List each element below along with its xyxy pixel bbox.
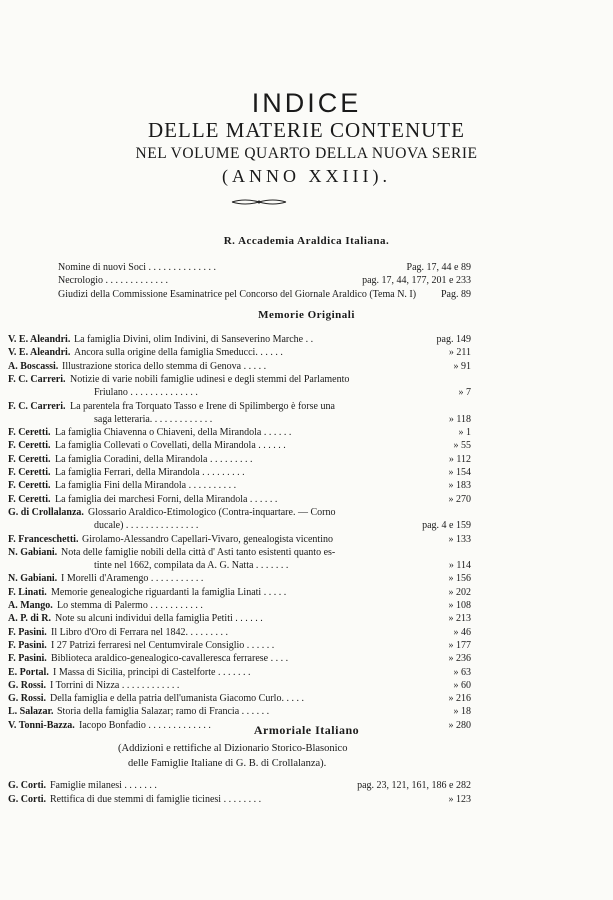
- section-memorie-heading: Memorie Originali: [258, 309, 355, 321]
- ornament-divider-icon: [230, 198, 288, 206]
- toc-title: La famiglia dei marchesi Forni, della Mirandola . . . . . .: [55, 493, 278, 505]
- toc-page: » 156: [448, 573, 471, 585]
- toc-title: I Torrini di Nizza . . . . . . . . . . . .: [50, 679, 180, 691]
- toc-title: Nota delle famiglie nobili della città d' Asti tanto esistenti quanto es-: [61, 546, 336, 558]
- toc-page: » 60: [453, 679, 471, 691]
- toc-page: » 183: [448, 480, 471, 492]
- toc-author: L. Salazar.: [8, 706, 54, 718]
- toc-title: Glossario Araldico-Etimologico (Contra-inquartare. — Corno: [88, 506, 336, 518]
- toc-title-continued: tinte nel 1662, compilata da A. G. Natta . . . . . . .: [94, 560, 289, 572]
- toc-author: E. Portal.: [8, 666, 49, 678]
- toc-title: Rettifica di due stemmi di famiglie ticinesi . . . . . . . .: [50, 794, 262, 805]
- toc-author: A. P. di R.: [8, 613, 51, 625]
- toc-page: » 91: [453, 360, 471, 372]
- toc-page: » 211: [448, 347, 471, 359]
- toc-page: » 236: [448, 653, 471, 665]
- toc-author: G. Rossi.: [8, 679, 47, 691]
- toc-page: » 270: [448, 493, 471, 505]
- toc-page: Pag. 17, 44 e 89: [406, 262, 471, 273]
- toc-title: La parentela fra Torquato Tasso e Irene di Spilimbergo è forse una: [70, 400, 335, 412]
- toc-page: » 154: [448, 467, 471, 478]
- toc-page: pag. 4 e 159: [422, 520, 471, 532]
- toc-title: Girolamo-Alessandro Capellari-Vivaro, genealogista vicentino: [82, 533, 333, 545]
- toc-author: G. Corti.: [8, 780, 47, 791]
- toc-title: I Morelli d'Aramengo . . . . . . . . . . .: [61, 573, 204, 585]
- volume-line: NEL VOLUME QUARTO DELLA NUOVA SERIE: [135, 145, 478, 162]
- toc-page: » 202: [448, 586, 471, 598]
- toc-title: La famiglia Chiavenna o Chiaveni, della Mirandola . . . . . .: [55, 427, 292, 439]
- toc-page: Pag. 89: [441, 289, 471, 300]
- toc-title-continued: saga letteraria. . . . . . . . . . . . .: [94, 413, 213, 425]
- toc-author: G. Rossi.: [8, 693, 47, 705]
- toc-title: Iacopo Bonfadio . . . . . . . . . . . . .: [79, 719, 211, 731]
- toc-author: F. Linati.: [8, 586, 47, 598]
- toc-author: V. E. Aleandri.: [8, 347, 71, 359]
- toc-title-continued: Friulano . . . . . . . . . . . . . .: [94, 387, 198, 399]
- toc-author: F. C. Carreri.: [8, 400, 66, 412]
- toc-author: F. Pasini.: [8, 653, 47, 665]
- toc-page: » 123: [448, 794, 471, 805]
- toc-author: F. Franceschetti.: [8, 533, 79, 545]
- toc-title: I 27 Patrizi ferraresi nel Centumvirale Consiglio . . . . . .: [51, 639, 275, 651]
- toc-page: » 108: [448, 600, 471, 611]
- toc-author: N. Gabiani.: [8, 573, 58, 585]
- toc-page: » 213: [448, 613, 471, 625]
- toc-page: » 280: [448, 719, 471, 731]
- toc-title: La famiglia Divini, olim Indivini, di Sanseverino Marche . .: [74, 334, 314, 345]
- toc-title: La famiglia Collevati o Covellati, della Mirandola . . . . . .: [55, 440, 286, 452]
- toc-author: A. Mango.: [8, 600, 53, 611]
- toc-author: F. Ceretti.: [8, 427, 51, 439]
- toc-author: F. Ceretti.: [8, 493, 51, 505]
- toc-author: V. Tonni-Bazza.: [8, 719, 75, 731]
- toc-author: A. Boscassi.: [8, 360, 59, 372]
- toc-title: Necrologio . . . . . . . . . . . . .: [58, 275, 168, 286]
- toc-author: F. Ceretti.: [8, 440, 51, 452]
- toc-author: F. Pasini.: [8, 626, 47, 638]
- toc-page: » 216: [448, 693, 471, 705]
- toc-title: Note su alcuni individui della famiglia Petiti . . . . . .: [55, 613, 263, 625]
- toc-author: G. di Crollalanza.: [8, 506, 84, 518]
- toc-title: Memorie genealogiche riguardanti la famiglia Linati . . . . .: [51, 586, 287, 598]
- toc-page: pag. 17, 44, 177, 201 e 233: [362, 275, 471, 286]
- toc-author: V. E. Aleandri.: [8, 334, 71, 345]
- toc-author: F. C. Carreri.: [8, 373, 66, 385]
- toc-title: Lo stemma di Palermo . . . . . . . . . . .: [57, 600, 203, 611]
- section-accademia-heading: R. Accademia Araldica Italiana.: [223, 235, 390, 247]
- toc-title: I Massa di Sicilia, principi di Castelforte . . . . . . .: [53, 666, 251, 678]
- toc-title: La famiglia Fini della Mirandola . . . . . . . . . .: [55, 480, 237, 492]
- toc-page: » 63: [453, 666, 471, 678]
- toc-author: G. Corti.: [8, 794, 47, 805]
- toc-author: F. Pasini.: [8, 639, 47, 651]
- toc-title: Ancora sulla origine della famiglia Smeducci. . . . . .: [74, 347, 283, 359]
- toc-title: Storia della famiglia Salazar; ramo di Francia . . . . . .: [57, 706, 270, 718]
- toc-author: F. Ceretti.: [8, 480, 51, 492]
- toc-title: La famiglia Ferrari, della Mirandola . . . . . . . . .: [55, 467, 245, 478]
- toc-title: Della famiglia e della patria dell'umanista Giacomo Curlo. . . . .: [50, 693, 304, 705]
- toc-page: » 112: [448, 453, 471, 465]
- toc-title: Il Libro d'Oro di Ferrara nel 1842. . . . . . . . .: [51, 626, 229, 638]
- toc-page: » 55: [453, 440, 471, 452]
- toc-page: » 1: [458, 427, 471, 439]
- index-title: INDICE: [251, 88, 362, 118]
- armoriale-note-line2: delle Famiglie Italiane di G. B. di Crollalanza).: [128, 758, 327, 769]
- armoriale-note-line1: (Addizioni e rettifiche al Dizionario Storico-Blasonico: [118, 743, 348, 754]
- toc-title: Illustrazione storica dello stemma di Genova . . . . .: [62, 360, 267, 372]
- toc-page: » 46: [453, 626, 471, 638]
- toc-title: Notizie di varie nobili famiglie udinesi e degli stemmi del Parlamento: [70, 373, 350, 385]
- toc-page: pag. 23, 121, 161, 186 e 282: [357, 780, 471, 791]
- toc-page: pag. 149: [436, 334, 471, 345]
- toc-author: F. Ceretti.: [8, 453, 51, 465]
- toc-author: F. Ceretti.: [8, 467, 51, 478]
- toc-page: » 18: [453, 706, 471, 718]
- toc-title: Nomine di nuovi Soci . . . . . . . . . . . . . .: [58, 262, 217, 273]
- toc-title: La famiglia Coradini, della Mirandola . . . . . . . . .: [55, 453, 253, 465]
- toc-title: Giudizi della Commissione Esaminatrice pel Concorso del Giornale Araldico (Tema N. I): [58, 289, 417, 300]
- toc-page: » 177: [448, 639, 471, 651]
- toc-title: Famiglie milanesi . . . . . . .: [50, 780, 157, 791]
- toc-page: » 133: [448, 533, 471, 545]
- index-subtitle: DELLE MATERIE CONTENUTE: [148, 118, 465, 142]
- section-armoriale-heading: Armoriale Italiano: [253, 723, 360, 737]
- toc-title: Biblioteca araldico-genealogico-cavalleresca ferrarese . . . .: [51, 653, 289, 665]
- toc-page: » 114: [448, 560, 471, 572]
- toc-title-continued: ducale) . . . . . . . . . . . . . . .: [94, 520, 199, 532]
- toc-page: » 118: [448, 413, 471, 425]
- year-line: (ANNO XXIII).: [222, 166, 391, 186]
- toc-author: N. Gabiani.: [8, 546, 58, 558]
- toc-page: » 7: [458, 387, 471, 399]
